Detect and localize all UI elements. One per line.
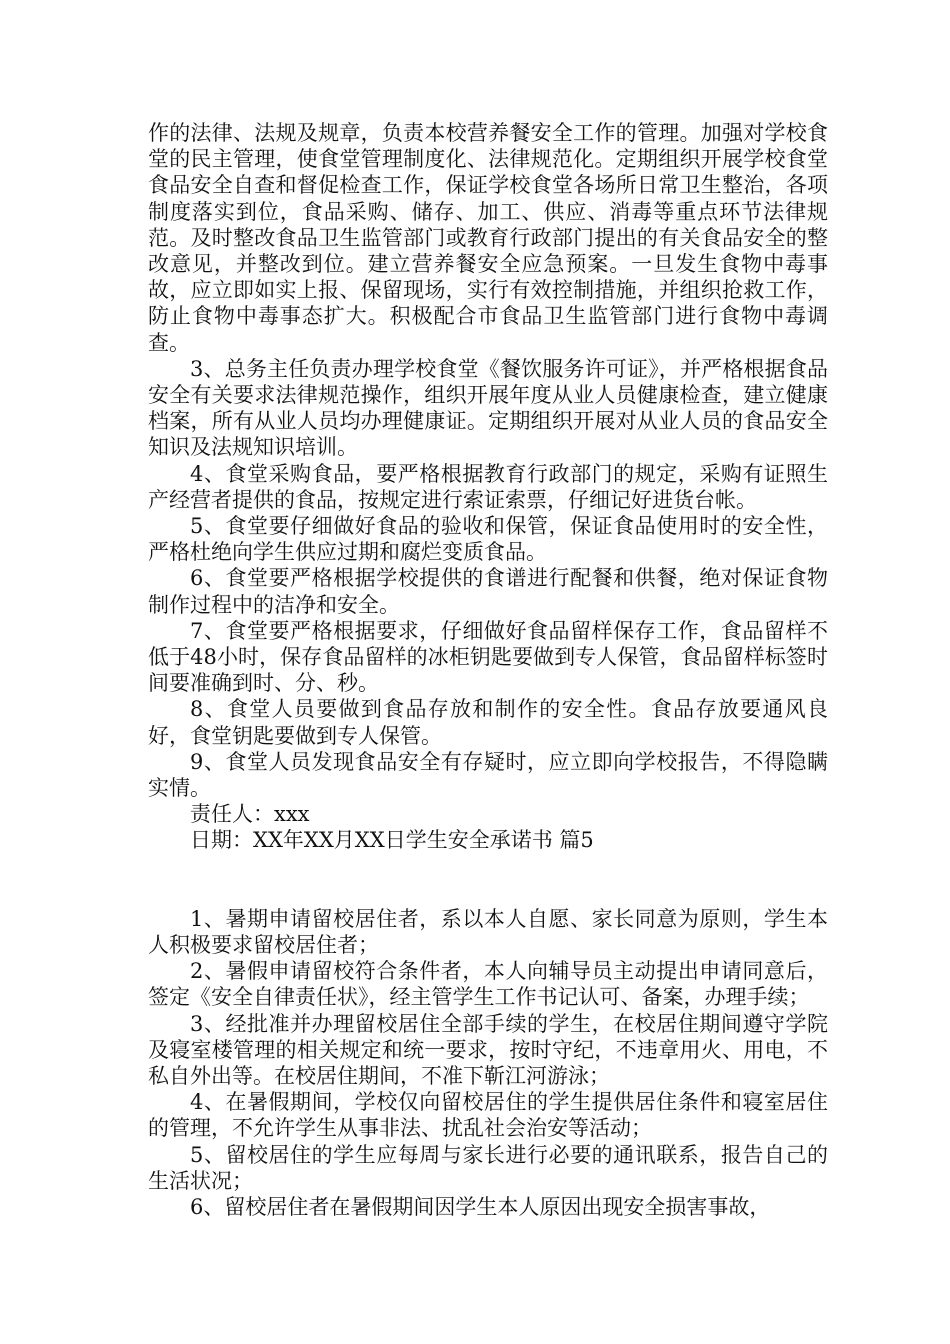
list-item: 1、暑期申请留校居住者，系以本人自愿、家长同意为原则，学生本人积极要求留校居住者； bbox=[148, 906, 828, 957]
responsible-person: 责任人：xxx bbox=[190, 802, 310, 827]
list-item: 8、食堂人员要做到食品存放和制作的安全性。食品存放要通风良好，食堂钥匙要做到专人保管。 bbox=[148, 697, 828, 748]
list-item: 5、食堂要仔细做好食品的验收和保管，保证食品使用时的安全性，严格杜绝向学生供应过期和腐烂变质食品。 bbox=[148, 514, 828, 565]
list-item: 3、总务主任负责办理学校食堂《餐饮服务许可证》，并严格根据食品安全有关要求法律规范操作，组织开展年度从业人员健康检查，建立健康档案，所有从业人员均办理健康证。定期组织开展对从业人员的食品安全知识及法规知识培训。 bbox=[148, 356, 828, 460]
continuation-paragraph: 作的法律、法规及规章，负责本校营养餐安全工作的管理。加强对学校食堂的民主管理，使食堂管理制度化、法律规范化。定期组织开展学校食堂食品安全自查和督促检查工作，保证学校食堂各场所日常卫生整治，各项制度落实到位，食品采购、储存、加工、供应、消毒等重点环节法律规范。及时整改食品卫生监管部门或教育行政部门提出的有关食品安全的整改意见，并整改到位。建立营养餐安全应急预案。一旦发生食物中毒事故，应立即如实上报、保留现场，实行有效控制措施，并组织抢救工作，防止食物中毒事态扩大。积极配合市食品卫生监管部门进行食物中毒调查。 bbox=[148, 121, 828, 355]
list-item: 2、暑假申请留校符合条件者，本人向辅导员主动提出申请同意后，签定《安全自律责任状》，经主管学生工作书记认可、备案，办理手续； bbox=[148, 959, 828, 1010]
list-item: 4、食堂采购食品，要严格根据教育行政部门的规定，采购有证照生产经营者提供的食品，按规定进行索证索票，仔细记好进货台帐。 bbox=[148, 461, 828, 512]
list-item: 6、留校居住者在暑假期间因学生本人原因出现安全损害事故， bbox=[190, 1194, 771, 1219]
list-item: 3、经批准并办理留校居住全部手续的学生，在校居住期间遵守学院及寝室楼管理的相关规定和统一要求，按时守纪，不违章用火、用电，不私自外出等。在校居住期间，不准下靳江河游泳； bbox=[148, 1011, 828, 1088]
list-item: 7、食堂要严格根据要求，仔细做好食品留样保存工作，食品留样不低于48小时，保存食品留样的冰柜钥匙要做到专人保管，食品留样标签时间要准确到时、分、秒。 bbox=[148, 618, 828, 696]
list-item: 5、留校居住的学生应每周与家长进行必要的通讯联系，报告自己的生活状况； bbox=[148, 1142, 828, 1193]
section-gap bbox=[148, 854, 828, 906]
list-item: 6、食堂要严格根据学校提供的食谱进行配餐和供餐，绝对保证食物制作过程中的洁净和安全。 bbox=[148, 566, 828, 617]
list-item: 4、在暑假期间，学校仅向留校居住的学生提供居住条件和寝室居住的管理，不允许学生从事非法、扰乱社会治安等活动； bbox=[148, 1090, 828, 1141]
date-line: 日期：XX年XX月XX日学生安全承诺书 篇5 bbox=[190, 828, 594, 853]
list-item: 9、食堂人员发现食品安全有存疑时，应立即向学校报告，不得隐瞒实情。 bbox=[148, 749, 828, 801]
document-page bbox=[148, 120, 828, 1220]
